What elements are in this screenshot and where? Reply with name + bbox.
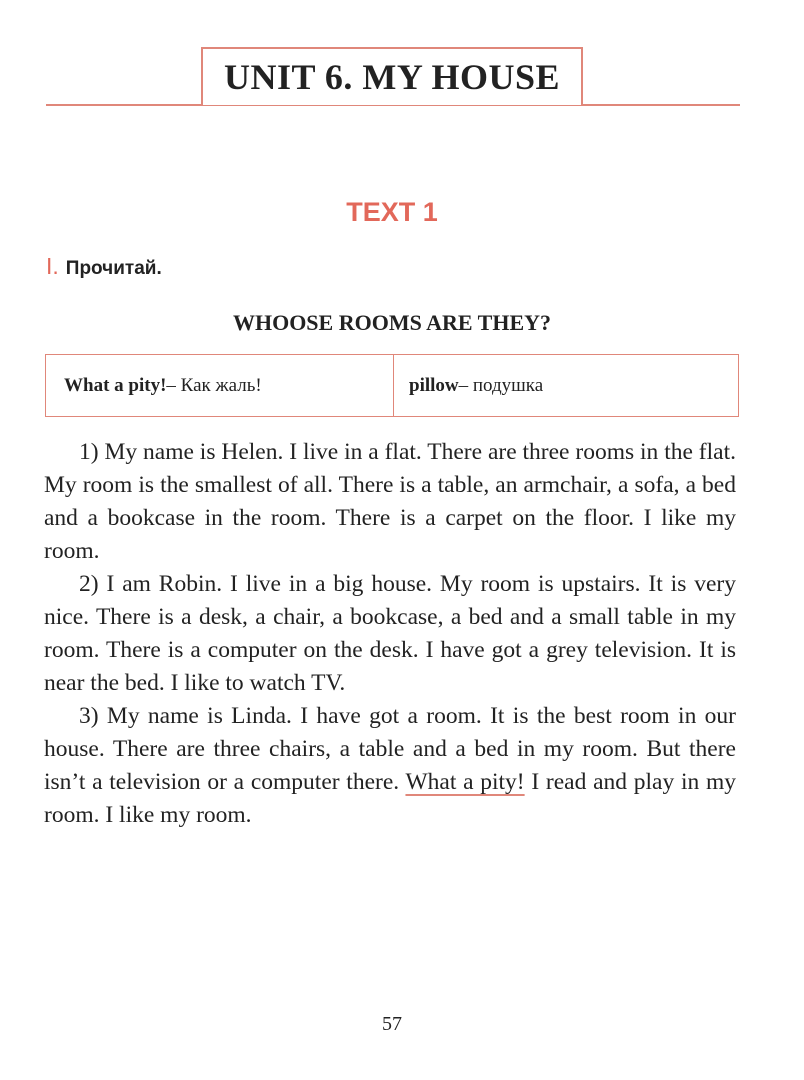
unit-title-box [201, 47, 583, 105]
vocabulary-entry [46, 355, 394, 416]
task-number: I. [46, 253, 59, 279]
vocabulary-table [45, 354, 739, 417]
paragraph-text: 3) My name is Linda. I have got a room. It is the best room in our house. There are three chairs, a table and a bed in my room. But there isn’t a television or a computer there. [44, 703, 736, 795]
unit-title: UNIT 6. MY HOUSE [223, 57, 561, 97]
paragraph-linda [44, 700, 736, 832]
paragraph-text: I read and play in my room. I like my room. [44, 769, 736, 828]
page-number: 57 [382, 1013, 402, 1035]
vocabulary-term: What a pity! [64, 374, 167, 396]
vocabulary-translation: – Как жаль! [166, 374, 262, 396]
task-line [46, 253, 162, 280]
vocabulary-term: pillow [409, 374, 459, 396]
highlighted-phrase: What a pity! [405, 769, 525, 795]
paragraph-helen: 1) My name is Helen. I live in a flat. There are three rooms in the flat. My room is the smallest of all. There is a table, an armchair, a sofa, a bed and a bookcase in the room. There is a carpet on the floor. I like my room. [44, 439, 736, 564]
task-instruction: Прочитай. [65, 258, 162, 279]
paragraph-robin: 2) I am Robin. I live in a big house. My room is upstairs. It is very nice. There is a desk, a chair, a bookcase, a bed and a small table in my room. There is a computer on the desk. I have got a grey television. It is near the bed. I like to watch TV. [44, 571, 736, 696]
reading-passage [44, 436, 736, 832]
vocabulary-entry [394, 355, 738, 416]
section-heading: TEXT 1 [346, 197, 438, 227]
story-title: WHOOSE ROOMS ARE THEY? [232, 310, 552, 335]
vocabulary-translation: – подушка [458, 374, 544, 396]
